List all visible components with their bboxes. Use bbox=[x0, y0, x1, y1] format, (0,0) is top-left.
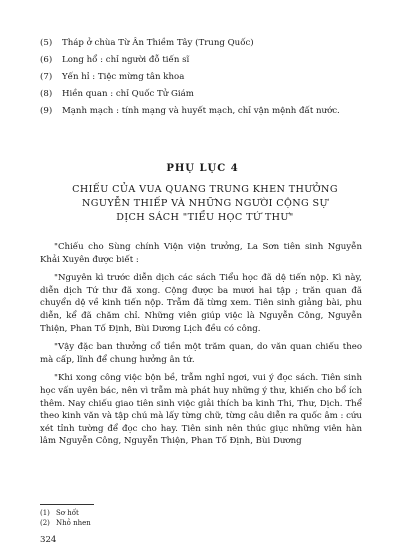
footnote-item bbox=[40, 518, 91, 528]
note-number: (7) bbox=[40, 72, 53, 82]
note-number: (8) bbox=[40, 89, 53, 99]
title-line: DỊCH SÁCH "TIỂU HỌC TỨ THƯ" bbox=[116, 212, 294, 223]
note-number: (6) bbox=[40, 55, 53, 65]
appendix-heading: PHỤ LỤC 4 bbox=[166, 163, 239, 174]
body-text bbox=[40, 241, 362, 454]
page-number: 324 bbox=[40, 535, 57, 545]
note-text: Mạnh mạch : tính mạng và huyết mạch, chỉ vận mệnh đất nước. bbox=[62, 106, 340, 116]
footnote-text: Nhỏ nhen bbox=[56, 519, 91, 527]
note-number: (5) bbox=[40, 38, 53, 48]
note-item bbox=[40, 54, 370, 67]
note-text: Hiền quan : chỉ Quốc Tử Giám bbox=[62, 89, 194, 99]
paragraph: "Vậy đặc ban thưởng cổ tiền một trăm quan, do văn quan chiếu theo mà cấp, lĩnh để chung hưởng ân tứ. bbox=[40, 342, 362, 365]
title-line: CHIẾU CỦA VUA QUANG TRUNG KHEN THƯỞNG bbox=[72, 184, 338, 195]
note-text: Yến hỉ : Tiệc mừng tân khoa bbox=[62, 72, 185, 82]
note-text: Long hổ : chỉ người đỗ tiến sĩ bbox=[62, 55, 190, 65]
title-line: NGUYỄN THIẾP VÀ NHỮNG NGƯỜI CỘNG SỰ bbox=[81, 198, 328, 209]
paragraph: "Khi xong công việc bộn bề, trẫm nghỉ ngơi, vui ý đọc sách. Tiên sinh học vấn uyên bác, nên vì trẫm mà phát huy những ý thư, khiến cho bổ ích thêm. Nay chiếu giao tiên sinh việc giải thích ba kinh Thi, Thư, Dịch. Thể theo kinh văn và tập chú mà lấy từng chữ, từng câu diễn ra quốc âm : cứu xét tỉnh tường để đọc cho hay. Tiên sinh nên thúc giục những viên hàn lâm Nguyễn Công, Nguyễn Thiện, Phan Tố Định, Bùi Dương bbox=[40, 373, 362, 447]
footnote-divider bbox=[40, 504, 94, 505]
note-item bbox=[40, 71, 370, 84]
note-item bbox=[40, 105, 370, 118]
paragraph: "Chiếu cho Sùng chính Viện viện trưởng, La Sơn tiên sinh Nguyễn Khải Xuyên được biết : bbox=[40, 242, 362, 265]
note-item bbox=[40, 88, 370, 101]
footnote-number: (1) bbox=[40, 509, 50, 517]
note-text: Tháp ở chùa Từ Ân Thiềm Tây (Trung Quốc) bbox=[62, 38, 254, 48]
footnotes bbox=[40, 508, 91, 528]
footnote-number: (2) bbox=[40, 519, 50, 527]
footnote-text: Sơ hốt bbox=[56, 509, 79, 517]
note-item bbox=[40, 37, 370, 50]
notes-list bbox=[40, 37, 370, 122]
note-number: (9) bbox=[40, 106, 53, 116]
paragraph: "Nguyên kì trước diễn dịch các sách Tiểu học đã dệ tiến nộp. Kì này, diễn dịch Tứ thư đã xong. Cộng được ba mươi hai tập ; trăn quan đã chuyển dệ về kinh tiến nộp. Trẫm đã từng xem. Tiên sinh giảng bài, phu diễn, kể đã chăm chỉ. Những viên giúp việc là Nguyễn Công, Nguyễn Thiện, Phan Tố Định, Bùi Dương Lịch đều có công. bbox=[40, 273, 362, 334]
footnote-item bbox=[40, 508, 91, 518]
section-title bbox=[40, 183, 370, 225]
